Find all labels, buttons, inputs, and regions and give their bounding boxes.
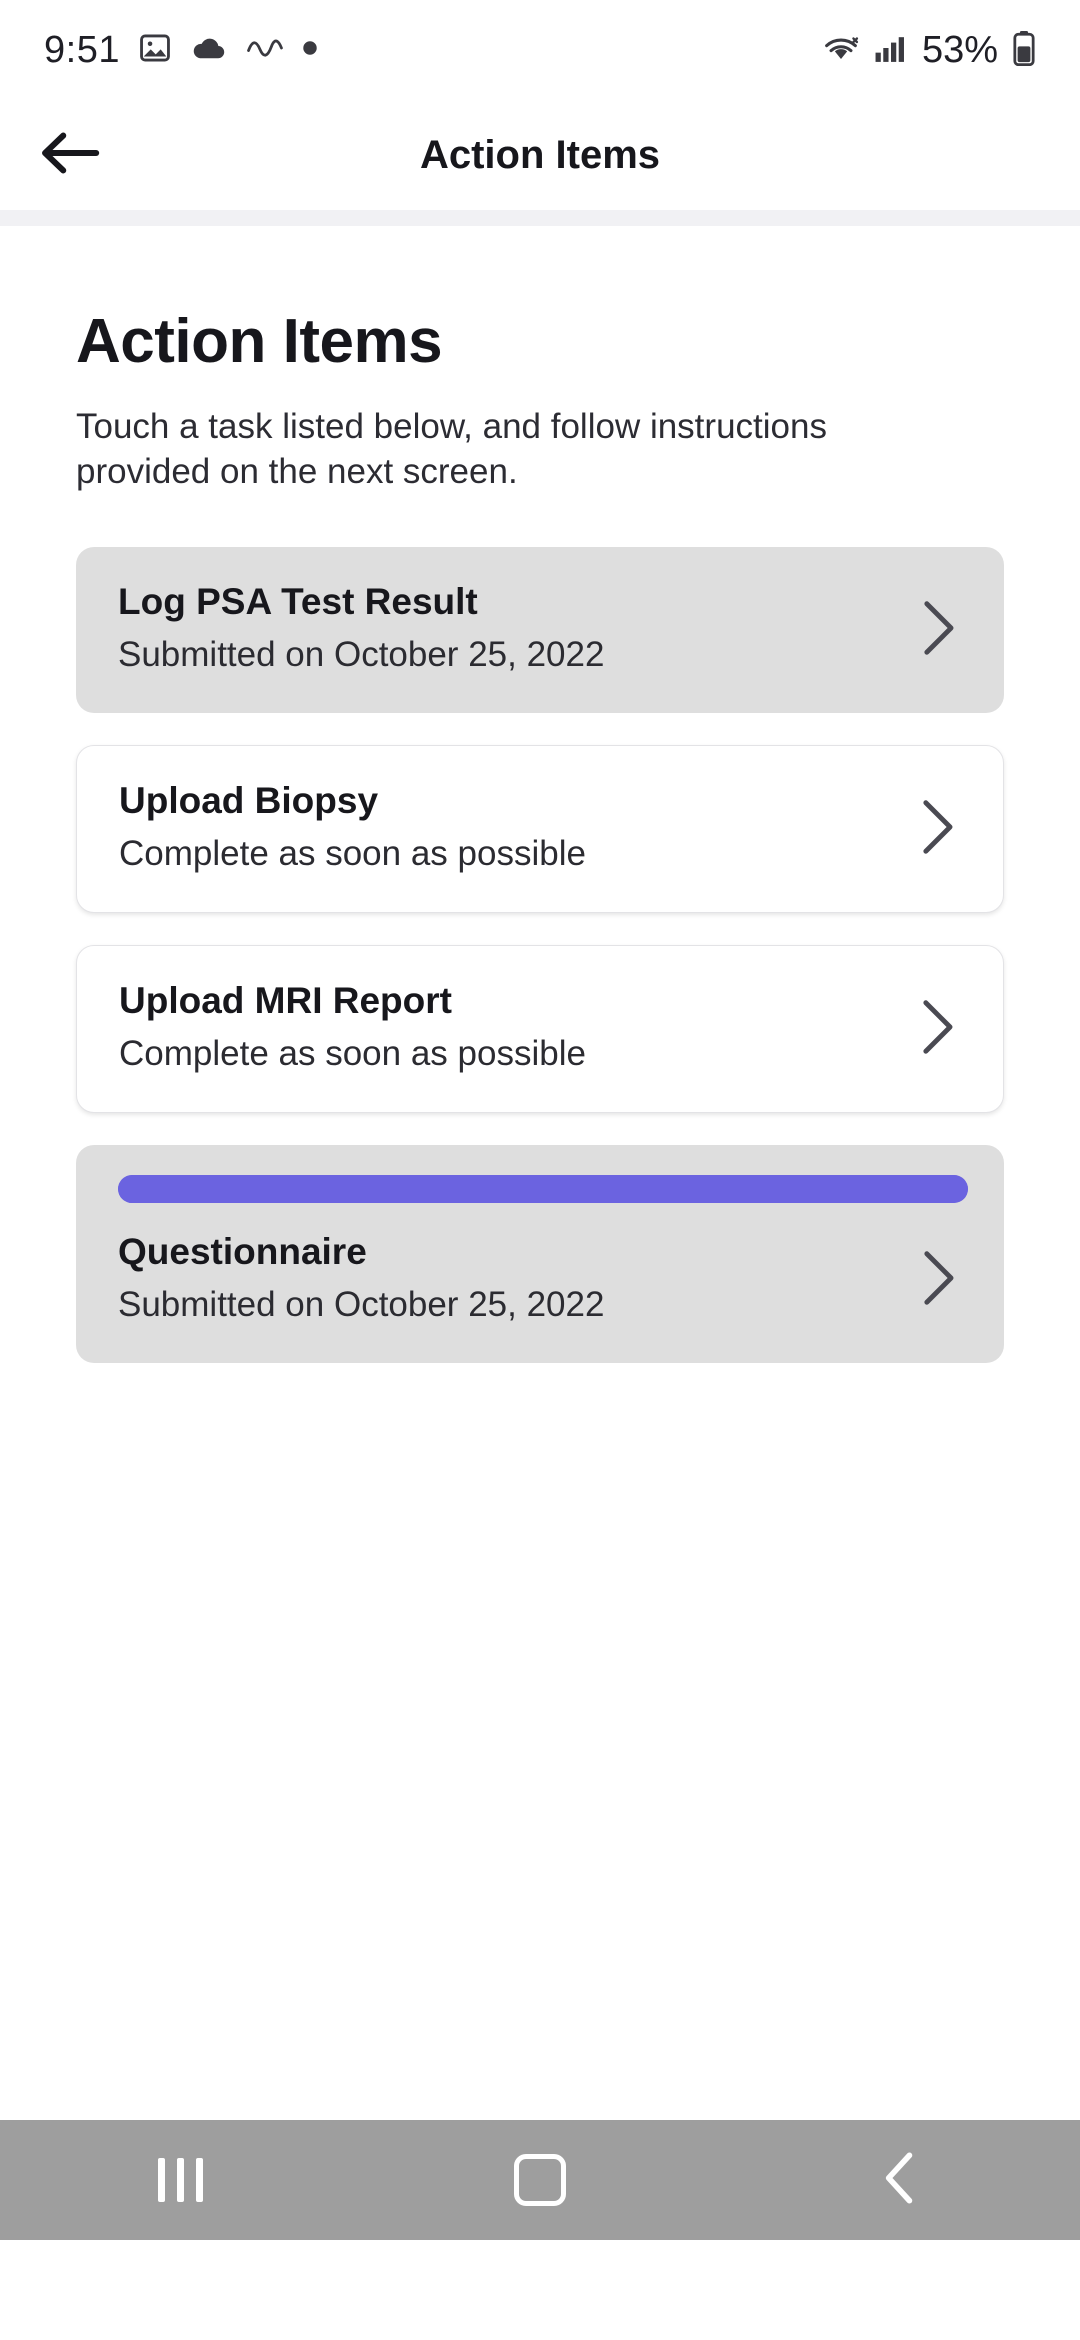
action-item-row	[118, 1231, 968, 1325]
action-item-subtitle: Submitted on October 25, 2022	[118, 1284, 605, 1324]
main-content	[0, 226, 1080, 2120]
signal-icon	[874, 32, 908, 69]
action-item-card[interactable]	[76, 745, 1004, 913]
cloud-icon	[190, 31, 228, 70]
app-bar	[0, 100, 1080, 210]
recents-button[interactable]	[80, 2120, 280, 2240]
action-item-text	[119, 980, 897, 1074]
progress-bar-fill	[118, 1175, 968, 1203]
recents-icon	[158, 2158, 203, 2202]
home-icon	[514, 2154, 566, 2206]
status-bar-left	[44, 29, 318, 72]
action-item-text	[119, 780, 897, 874]
action-items-list	[76, 547, 1004, 1363]
chevron-right-icon[interactable]	[908, 600, 968, 656]
image-icon	[138, 31, 172, 70]
chevron-right-icon[interactable]	[907, 799, 967, 855]
page-subtitle: Touch a task listed below, and follow instructions provided on the next screen.	[76, 407, 827, 491]
action-item-card[interactable]	[76, 945, 1004, 1113]
action-item-title: Questionnaire	[118, 1230, 367, 1272]
app-bar-divider	[0, 210, 1080, 226]
page-title: Action Items	[76, 307, 443, 376]
action-item-subtitle: Complete as soon as possible	[119, 1033, 586, 1073]
app-bar-title: Action Items	[419, 132, 661, 177]
status-bar-right	[822, 29, 1036, 72]
nav-back-icon	[883, 2151, 917, 2210]
wifi-icon	[822, 32, 860, 69]
home-button[interactable]	[440, 2120, 640, 2240]
battery-icon	[1012, 30, 1036, 71]
action-item-title: Upload MRI Report	[119, 979, 452, 1021]
progress-bar	[118, 1175, 968, 1203]
back-arrow-icon	[40, 131, 102, 180]
action-item-title: Upload Biopsy	[119, 779, 379, 821]
battery-percent: 53%	[921, 28, 998, 71]
action-item-text	[118, 1231, 898, 1325]
action-item-subtitle: Complete as soon as possible	[119, 833, 586, 873]
action-item-title: Log PSA Test Result	[118, 580, 478, 622]
chevron-right-icon[interactable]	[907, 999, 967, 1055]
action-item-subtitle: Submitted on October 25, 2022	[118, 634, 605, 674]
back-button[interactable]	[16, 100, 126, 210]
status-time: 9:51	[44, 28, 120, 71]
action-item-card[interactable]	[76, 547, 1004, 713]
action-item-text	[118, 581, 898, 675]
wave-icon	[246, 36, 284, 65]
system-nav-bar	[0, 2120, 1080, 2240]
status-bar	[0, 0, 1080, 100]
chevron-right-icon[interactable]	[908, 1250, 968, 1306]
nav-back-button[interactable]	[800, 2120, 1000, 2240]
action-item-card[interactable]	[76, 1145, 1004, 1363]
dot-icon	[302, 40, 318, 61]
